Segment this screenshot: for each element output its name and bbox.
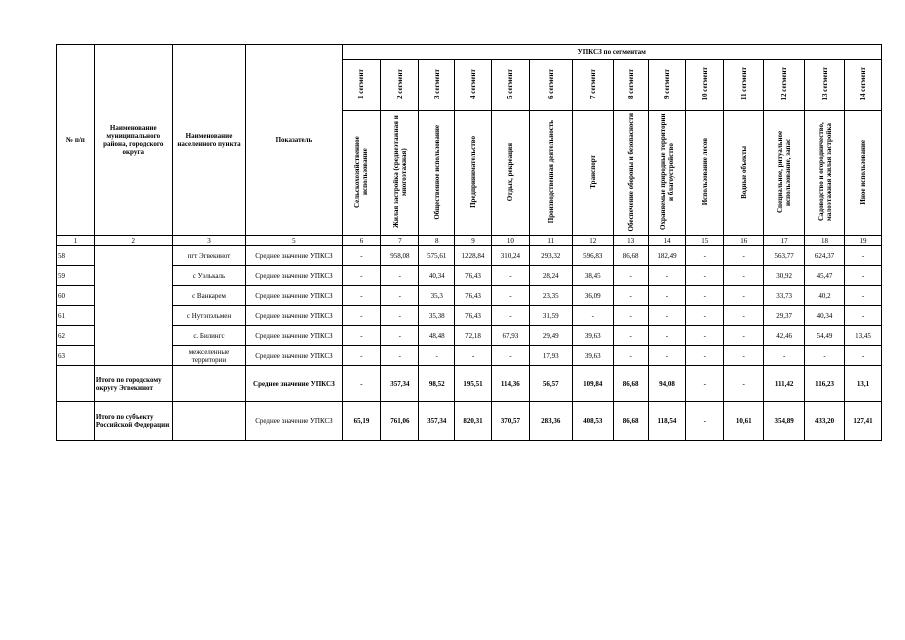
segment-name-header: [686, 111, 724, 236]
total-value: 433,20: [805, 402, 845, 441]
total-value: -: [724, 366, 764, 402]
total-label: Итого по субъекту Российской Федерации: [94, 402, 172, 441]
value-cell: 40,34: [419, 266, 455, 286]
value-cell: 86,68: [613, 246, 648, 266]
municipal-cell: [94, 246, 172, 366]
segment-label: 2 сегмент: [395, 69, 404, 99]
value-cell: -: [686, 286, 724, 306]
column-number: 5: [246, 236, 342, 246]
value-cell: 40,2: [805, 286, 845, 306]
segment-label: 9 сегмент: [662, 69, 671, 99]
segment-header: [613, 60, 648, 111]
settlement-name: с Уэлькаль: [172, 266, 246, 286]
value-cell: -: [844, 306, 881, 326]
total-value: 56,57: [529, 366, 572, 402]
segment-name: Охраняемые природные территории и благоустройство: [658, 113, 675, 231]
value-cell: -: [805, 346, 845, 366]
value-cell: 1228,84: [455, 246, 492, 266]
segment-label: 8 сегмент: [626, 69, 635, 99]
value-cell: -: [491, 286, 529, 306]
total-value: 94,08: [648, 366, 686, 402]
header-upksz-group: УПКСЗ по сегментам: [342, 45, 881, 60]
segment-name: Водные объекты: [739, 145, 748, 199]
value-cell: 76,43: [455, 306, 492, 326]
table-row: [57, 266, 882, 286]
total-row-total-subject: [57, 402, 882, 441]
segment-name: Жилая застройка (среднеэтажная и многоэтажная): [391, 115, 408, 229]
value-cell: -: [686, 266, 724, 286]
column-number: 2: [94, 236, 172, 246]
segment-label: 10 сегмент: [700, 67, 709, 101]
value-cell: -: [724, 286, 764, 306]
value-cell: 596,83: [572, 246, 613, 266]
segment-header: [724, 60, 764, 111]
table-row: [57, 306, 882, 326]
segment-label: 6 сегмент: [546, 69, 555, 99]
value-cell: -: [491, 346, 529, 366]
total-value: 98,52: [419, 366, 455, 402]
value-cell: -: [342, 346, 381, 366]
segment-name: Отдых, рекреация: [506, 142, 515, 202]
value-cell: 31,59: [529, 306, 572, 326]
value-cell: -: [381, 346, 419, 366]
total-value: 370,57: [491, 402, 529, 441]
indicator-cell: Среднее значение УПКСЗ: [246, 326, 342, 346]
value-cell: -: [342, 326, 381, 346]
column-number: 12: [572, 236, 613, 246]
value-cell: 54,49: [805, 326, 845, 346]
table-row: [57, 326, 882, 346]
value-cell: -: [724, 346, 764, 366]
segment-name: Использование лесов: [700, 138, 709, 206]
total-value: 127,41: [844, 402, 881, 441]
header-col-settlement: Наименование населенного пункта: [172, 45, 246, 236]
segment-name: Специальное, ритуальное использование, запас: [776, 130, 793, 214]
segment-header: [342, 60, 381, 111]
value-cell: -: [613, 306, 648, 326]
segment-name-header: [724, 111, 764, 236]
segment-label: 12 сегмент: [780, 67, 789, 101]
segment-name: Обеспечение обороны и безопасности: [626, 112, 635, 232]
segment-name-header: [844, 111, 881, 236]
value-cell: 310,24: [491, 246, 529, 266]
segment-name: Транспорт: [588, 155, 597, 189]
column-number: 6: [342, 236, 381, 246]
segment-label: 3 сегмент: [432, 69, 441, 99]
row-number: 61: [57, 306, 95, 326]
value-cell: -: [844, 286, 881, 306]
total-value: 65,19: [342, 402, 381, 441]
value-cell: 38,45: [572, 266, 613, 286]
segment-name-header: [529, 111, 572, 236]
value-cell: 76,43: [455, 266, 492, 286]
total-value: -: [686, 366, 724, 402]
total-value: 109,84: [572, 366, 613, 402]
segment-name-header: [648, 111, 686, 236]
value-cell: 76,43: [455, 286, 492, 306]
segment-label: 11 сегмент: [739, 67, 748, 101]
segment-header: [805, 60, 845, 111]
settlement-name: пгт Эгвекинот: [172, 246, 246, 266]
value-cell: -: [342, 246, 381, 266]
value-cell: -: [686, 346, 724, 366]
value-cell: 39,63: [572, 346, 613, 366]
total-row-total-district: [57, 366, 882, 402]
total-value: 118,54: [648, 402, 686, 441]
value-cell: -: [648, 326, 686, 346]
segment-name: Иное использование: [858, 139, 867, 205]
segment-name: Предпринимательство: [469, 136, 478, 208]
indicator-cell: Среднее значение УПКСЗ: [246, 306, 342, 326]
value-cell: 39,63: [572, 326, 613, 346]
indicator-cell: Среднее значение УПКСЗ: [246, 266, 342, 286]
value-cell: -: [381, 326, 419, 346]
total-value: -: [686, 402, 724, 441]
total-value: 10,61: [724, 402, 764, 441]
total-indicator: Среднее значение УПКСЗ: [246, 402, 342, 441]
value-cell: 36,09: [572, 286, 613, 306]
value-cell: -: [686, 326, 724, 346]
total-label: Итого по городскому округу Эгвекинот: [94, 366, 172, 402]
settlement-name: с. Билингс: [172, 326, 246, 346]
column-number: 1: [57, 236, 95, 246]
column-number: 8: [419, 236, 455, 246]
settlement-name: с Нутэпэльмен: [172, 306, 246, 326]
value-cell: 958,08: [381, 246, 419, 266]
total-value: 408,53: [572, 402, 613, 441]
header-col-municipal: Наименование муниципального района, городского округа: [94, 45, 172, 236]
value-cell: -: [648, 286, 686, 306]
row-number: 63: [57, 346, 95, 366]
value-cell: -: [724, 246, 764, 266]
indicator-cell: Среднее значение УПКСЗ: [246, 246, 342, 266]
value-cell: -: [381, 266, 419, 286]
column-number: 16: [724, 236, 764, 246]
total-value: 761,06: [381, 402, 419, 441]
header-col-indicator: Показатель: [246, 45, 342, 236]
value-cell: 563,77: [764, 246, 805, 266]
value-cell: 28,24: [529, 266, 572, 286]
value-cell: 40,34: [805, 306, 845, 326]
segment-header: [491, 60, 529, 111]
segment-name-header: [342, 111, 381, 236]
value-cell: -: [844, 266, 881, 286]
value-cell: 23,35: [529, 286, 572, 306]
value-cell: -: [844, 346, 881, 366]
value-cell: -: [648, 306, 686, 326]
value-cell: 182,49: [648, 246, 686, 266]
segment-header: [686, 60, 724, 111]
value-cell: 293,32: [529, 246, 572, 266]
segment-header: [455, 60, 492, 111]
segment-name-header: [572, 111, 613, 236]
segment-name: Производственная деятельность: [546, 120, 555, 224]
total-value: 357,34: [419, 402, 455, 441]
column-number: 9: [455, 236, 492, 246]
value-cell: 29,49: [529, 326, 572, 346]
value-cell: 624,37: [805, 246, 845, 266]
value-cell: 42,46: [764, 326, 805, 346]
segment-name-header: [613, 111, 648, 236]
value-cell: 29,37: [764, 306, 805, 326]
value-cell: -: [381, 306, 419, 326]
value-cell: 17,93: [529, 346, 572, 366]
value-cell: -: [724, 306, 764, 326]
indicator-cell: Среднее значение УПКСЗ: [246, 346, 342, 366]
table-row: [57, 346, 882, 366]
segment-label: 7 сегмент: [588, 69, 597, 99]
total-indicator: Среднее значение УПКСЗ: [246, 366, 342, 402]
value-cell: 575,61: [419, 246, 455, 266]
total-value: 13,1: [844, 366, 881, 402]
column-number: 18: [805, 236, 845, 246]
segment-name: Общественное использование: [432, 124, 441, 220]
indicator-cell: Среднее значение УПКСЗ: [246, 286, 342, 306]
value-cell: -: [686, 306, 724, 326]
settlement-name: с Ванкарем: [172, 286, 246, 306]
column-number: 15: [686, 236, 724, 246]
value-cell: -: [648, 266, 686, 286]
value-cell: -: [342, 286, 381, 306]
segment-name-header: [455, 111, 492, 236]
total-value: 111,42: [764, 366, 805, 402]
segment-header: [381, 60, 419, 111]
table-row: [57, 246, 882, 266]
value-cell: -: [764, 346, 805, 366]
value-cell: 72,18: [455, 326, 492, 346]
value-cell: -: [342, 266, 381, 286]
value-cell: 48,48: [419, 326, 455, 346]
column-number: 19: [844, 236, 881, 246]
segment-name: Садоводство и огородничество, малоэтажная жилая застройка: [816, 122, 833, 222]
value-cell: 13,45: [844, 326, 881, 346]
column-number: 10: [491, 236, 529, 246]
total-value: 86,68: [613, 402, 648, 441]
row-number: 60: [57, 286, 95, 306]
value-cell: -: [613, 346, 648, 366]
total-num-cell: [57, 366, 95, 402]
value-cell: -: [613, 266, 648, 286]
value-cell: -: [613, 326, 648, 346]
total-value: 86,68: [613, 366, 648, 402]
value-cell: -: [455, 346, 492, 366]
column-number: 11: [529, 236, 572, 246]
value-cell: -: [648, 346, 686, 366]
segment-name-header: [764, 111, 805, 236]
segment-name-header: [381, 111, 419, 236]
total-value: 116,23: [805, 366, 845, 402]
total-num-cell: [57, 402, 95, 441]
value-cell: -: [613, 286, 648, 306]
total-value: 820,31: [455, 402, 492, 441]
column-number-row: [57, 236, 882, 246]
segment-label: 1 сегмент: [357, 69, 366, 99]
total-settlement-cell: [172, 402, 246, 441]
segment-label: 14 сегмент: [858, 67, 867, 101]
total-value: -: [342, 366, 381, 402]
value-cell: -: [724, 266, 764, 286]
total-value: 357,34: [381, 366, 419, 402]
value-cell: -: [724, 326, 764, 346]
table-row: [57, 286, 882, 306]
header-row: [57, 45, 882, 60]
segment-header: [764, 60, 805, 111]
total-value: 195,51: [455, 366, 492, 402]
segment-header: [572, 60, 613, 111]
column-number: 17: [764, 236, 805, 246]
column-number: 7: [381, 236, 419, 246]
column-number: 13: [613, 236, 648, 246]
value-cell: -: [419, 346, 455, 366]
row-number: 59: [57, 266, 95, 286]
segment-header: [648, 60, 686, 111]
segment-header: [419, 60, 455, 111]
value-cell: 33,73: [764, 286, 805, 306]
value-cell: 35,3: [419, 286, 455, 306]
total-settlement-cell: [172, 366, 246, 402]
segment-name: Сельскохозяйственное использование: [353, 136, 370, 208]
value-cell: 30,92: [764, 266, 805, 286]
value-cell: -: [491, 306, 529, 326]
row-number: 58: [57, 246, 95, 266]
segment-name-header: [805, 111, 845, 236]
column-number: 3: [172, 236, 246, 246]
value-cell: -: [342, 306, 381, 326]
settlement-name: межселенные территории: [172, 346, 246, 366]
segment-label: 4 сегмент: [469, 69, 478, 99]
value-cell: -: [572, 306, 613, 326]
segment-header: [844, 60, 881, 111]
value-cell: -: [381, 286, 419, 306]
value-cell: 67,93: [491, 326, 529, 346]
value-cell: 35,38: [419, 306, 455, 326]
value-cell: 45,47: [805, 266, 845, 286]
total-value: 354,89: [764, 402, 805, 441]
segment-header: [529, 60, 572, 111]
segment-name-header: [419, 111, 455, 236]
row-number: 62: [57, 326, 95, 346]
value-cell: -: [686, 246, 724, 266]
column-number: 14: [648, 236, 686, 246]
value-cell: -: [844, 246, 881, 266]
total-value: 283,36: [529, 402, 572, 441]
segment-label: 5 сегмент: [506, 69, 515, 99]
segment-name-header: [491, 111, 529, 236]
upksz-table: [56, 44, 882, 441]
total-value: 114,36: [491, 366, 529, 402]
header-col-num: № п/п: [57, 45, 95, 236]
segment-label: 13 сегмент: [820, 67, 829, 101]
value-cell: -: [491, 266, 529, 286]
